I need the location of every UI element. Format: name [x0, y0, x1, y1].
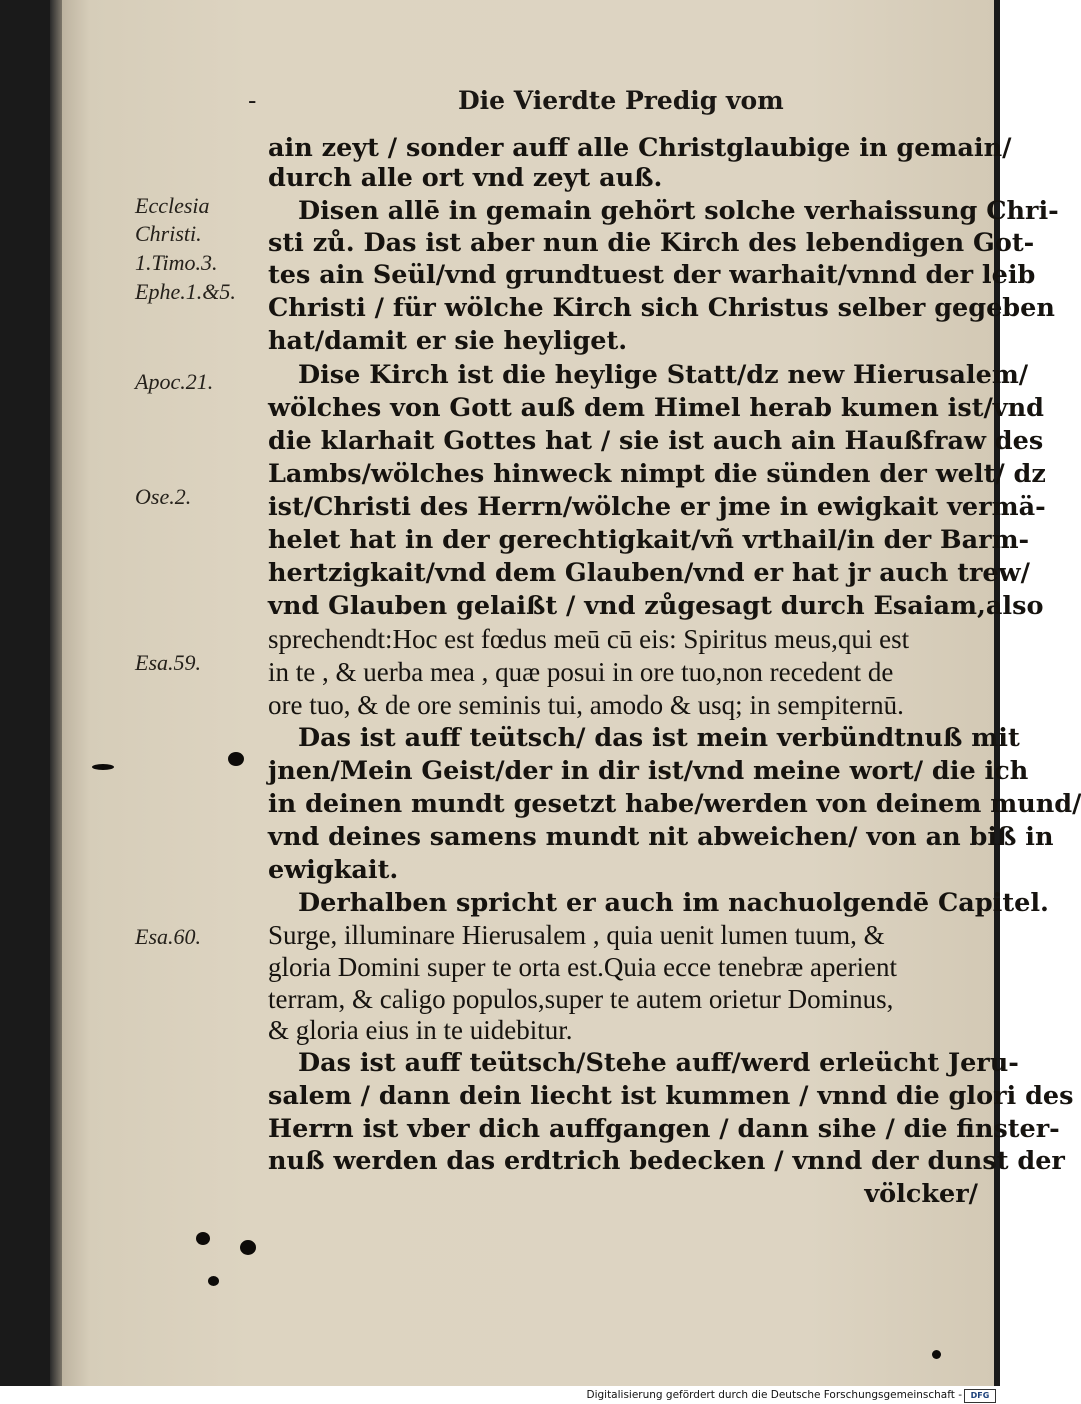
ink-blot	[92, 764, 114, 770]
margin-note: Ose.2.	[135, 484, 192, 509]
text-line: durch alle ort vnd zeyt auß.	[268, 163, 663, 193]
text-line: tes ain Seül/vnd grundtuest der warhait/vnnd der leib	[268, 260, 1036, 290]
text-line: Dise Kirch ist die heylige Statt/dz new Hierusalem/	[298, 360, 1029, 390]
text-line: ewigkait.	[268, 855, 399, 885]
text-line: & gloria eius in te uidebitur.	[268, 1015, 573, 1045]
text-line: vnd Glauben gelaißt / vnd zůgesagt durch Esaiam,also	[268, 591, 1044, 621]
text-line: Das ist auff teütsch/ das ist mein verbündtnuß mit	[298, 723, 1020, 753]
running-head-title: Die Vierdte Predig vom	[458, 86, 784, 115]
text-line: Lambs/wölches hinweck nimpt die sünden der welt/ dz	[268, 459, 1046, 489]
text-line: Herrn ist vber dich auffgangen / dann sihe / die finster-	[268, 1114, 1060, 1144]
catchword: völcker/	[864, 1179, 978, 1209]
text-line: ain zeyt / sonder auff alle Christglaubige in gemain/	[268, 133, 1012, 163]
text-line: hat/damit er sie heyliget.	[268, 326, 628, 356]
text-line: nuß werden das erdtrich bedecken / vnnd der dunst der	[268, 1146, 1065, 1176]
text-line: ist/Christi des Herrn/wölche er jme in ewigkait vermä-	[268, 492, 1046, 522]
text-line: terram, & caligo populos,super te autem orietur Dominus,	[268, 984, 894, 1014]
margin-note: 1.Timo.3.	[135, 250, 218, 275]
margin-note: Ecclesia	[135, 193, 210, 218]
text-line: in te , & uerba mea , quæ posui in ore tuo,non recedent de	[268, 657, 894, 687]
ink-blot	[932, 1350, 941, 1359]
margin-note: Christi.	[135, 221, 202, 246]
ink-blot	[196, 1232, 210, 1245]
text-line: die klarhait Gottes hat / sie ist auch ain Haußfraw des	[268, 426, 1044, 456]
text-line: Disen allē in gemain gehört solche verhaissung Chri-	[298, 196, 1059, 226]
ink-blot	[228, 752, 244, 766]
ink-blot	[208, 1276, 219, 1286]
text-line: Christi / für wölche Kirch sich Christus selber gegeben	[268, 293, 1055, 323]
margin-note: Esa.60.	[135, 924, 201, 949]
text-line: vnd deines samens mundt nit abweichen/ von an biß in	[268, 822, 1054, 852]
margin-note: Esa.59.	[135, 650, 201, 675]
text-line: jnen/Mein Geist/der in dir ist/vnd meine wort/ die ich	[268, 756, 1029, 786]
text-line: helet hat in der gerechtigkait/vñ vrthail/in der Barm-	[268, 525, 1030, 555]
footer-bar	[0, 1386, 1000, 1404]
text-line: Derhalben spricht er auch im nachuolgendē Capitel.	[298, 888, 1049, 918]
ink-blot	[240, 1240, 256, 1255]
text-line: salem / dann dein liecht ist kummen / vnnd die glori des	[268, 1081, 1074, 1111]
text-line: gloria Domini super te orta est.Quia ecce tenebræ aperient	[268, 952, 898, 982]
margin-note: Ephe.1.&5.	[135, 279, 236, 304]
running-head-dash: -	[248, 86, 257, 115]
dfg-logo: DFG	[964, 1389, 996, 1403]
text-line: sti zů. Das ist aber nun die Kirch des lebendigen Got-	[268, 228, 1035, 258]
text-line: Das ist auff teütsch/Stehe auff/werd erleücht Jeru-	[298, 1048, 1019, 1078]
margin-note: Apoc.21.	[135, 369, 214, 394]
text-line: in deinen mundt gesetzt habe/werden von deinem mund/	[268, 789, 1081, 819]
footer-credit-text: Digitalisierung gefördert durch die Deutsche Forschungsgemeinschaft -	[586, 1389, 962, 1401]
text-line: Surge, illuminare Hierusalem , quia uenit lumen tuum, &	[268, 920, 885, 950]
text-line: ore tuo, & de ore seminis tui, amodo & usq; in sempiternū.	[268, 690, 904, 720]
text-line: sprechendt:Hoc est fœdus meū cū eis: Spiritus meus,qui est	[268, 624, 910, 654]
text-line: wölches von Gott auß dem Himel herab kumen ist/vnd	[268, 393, 1044, 423]
text-line: hertzigkait/vnd dem Glauben/vnd er hat jr auch trew/	[268, 558, 1030, 588]
